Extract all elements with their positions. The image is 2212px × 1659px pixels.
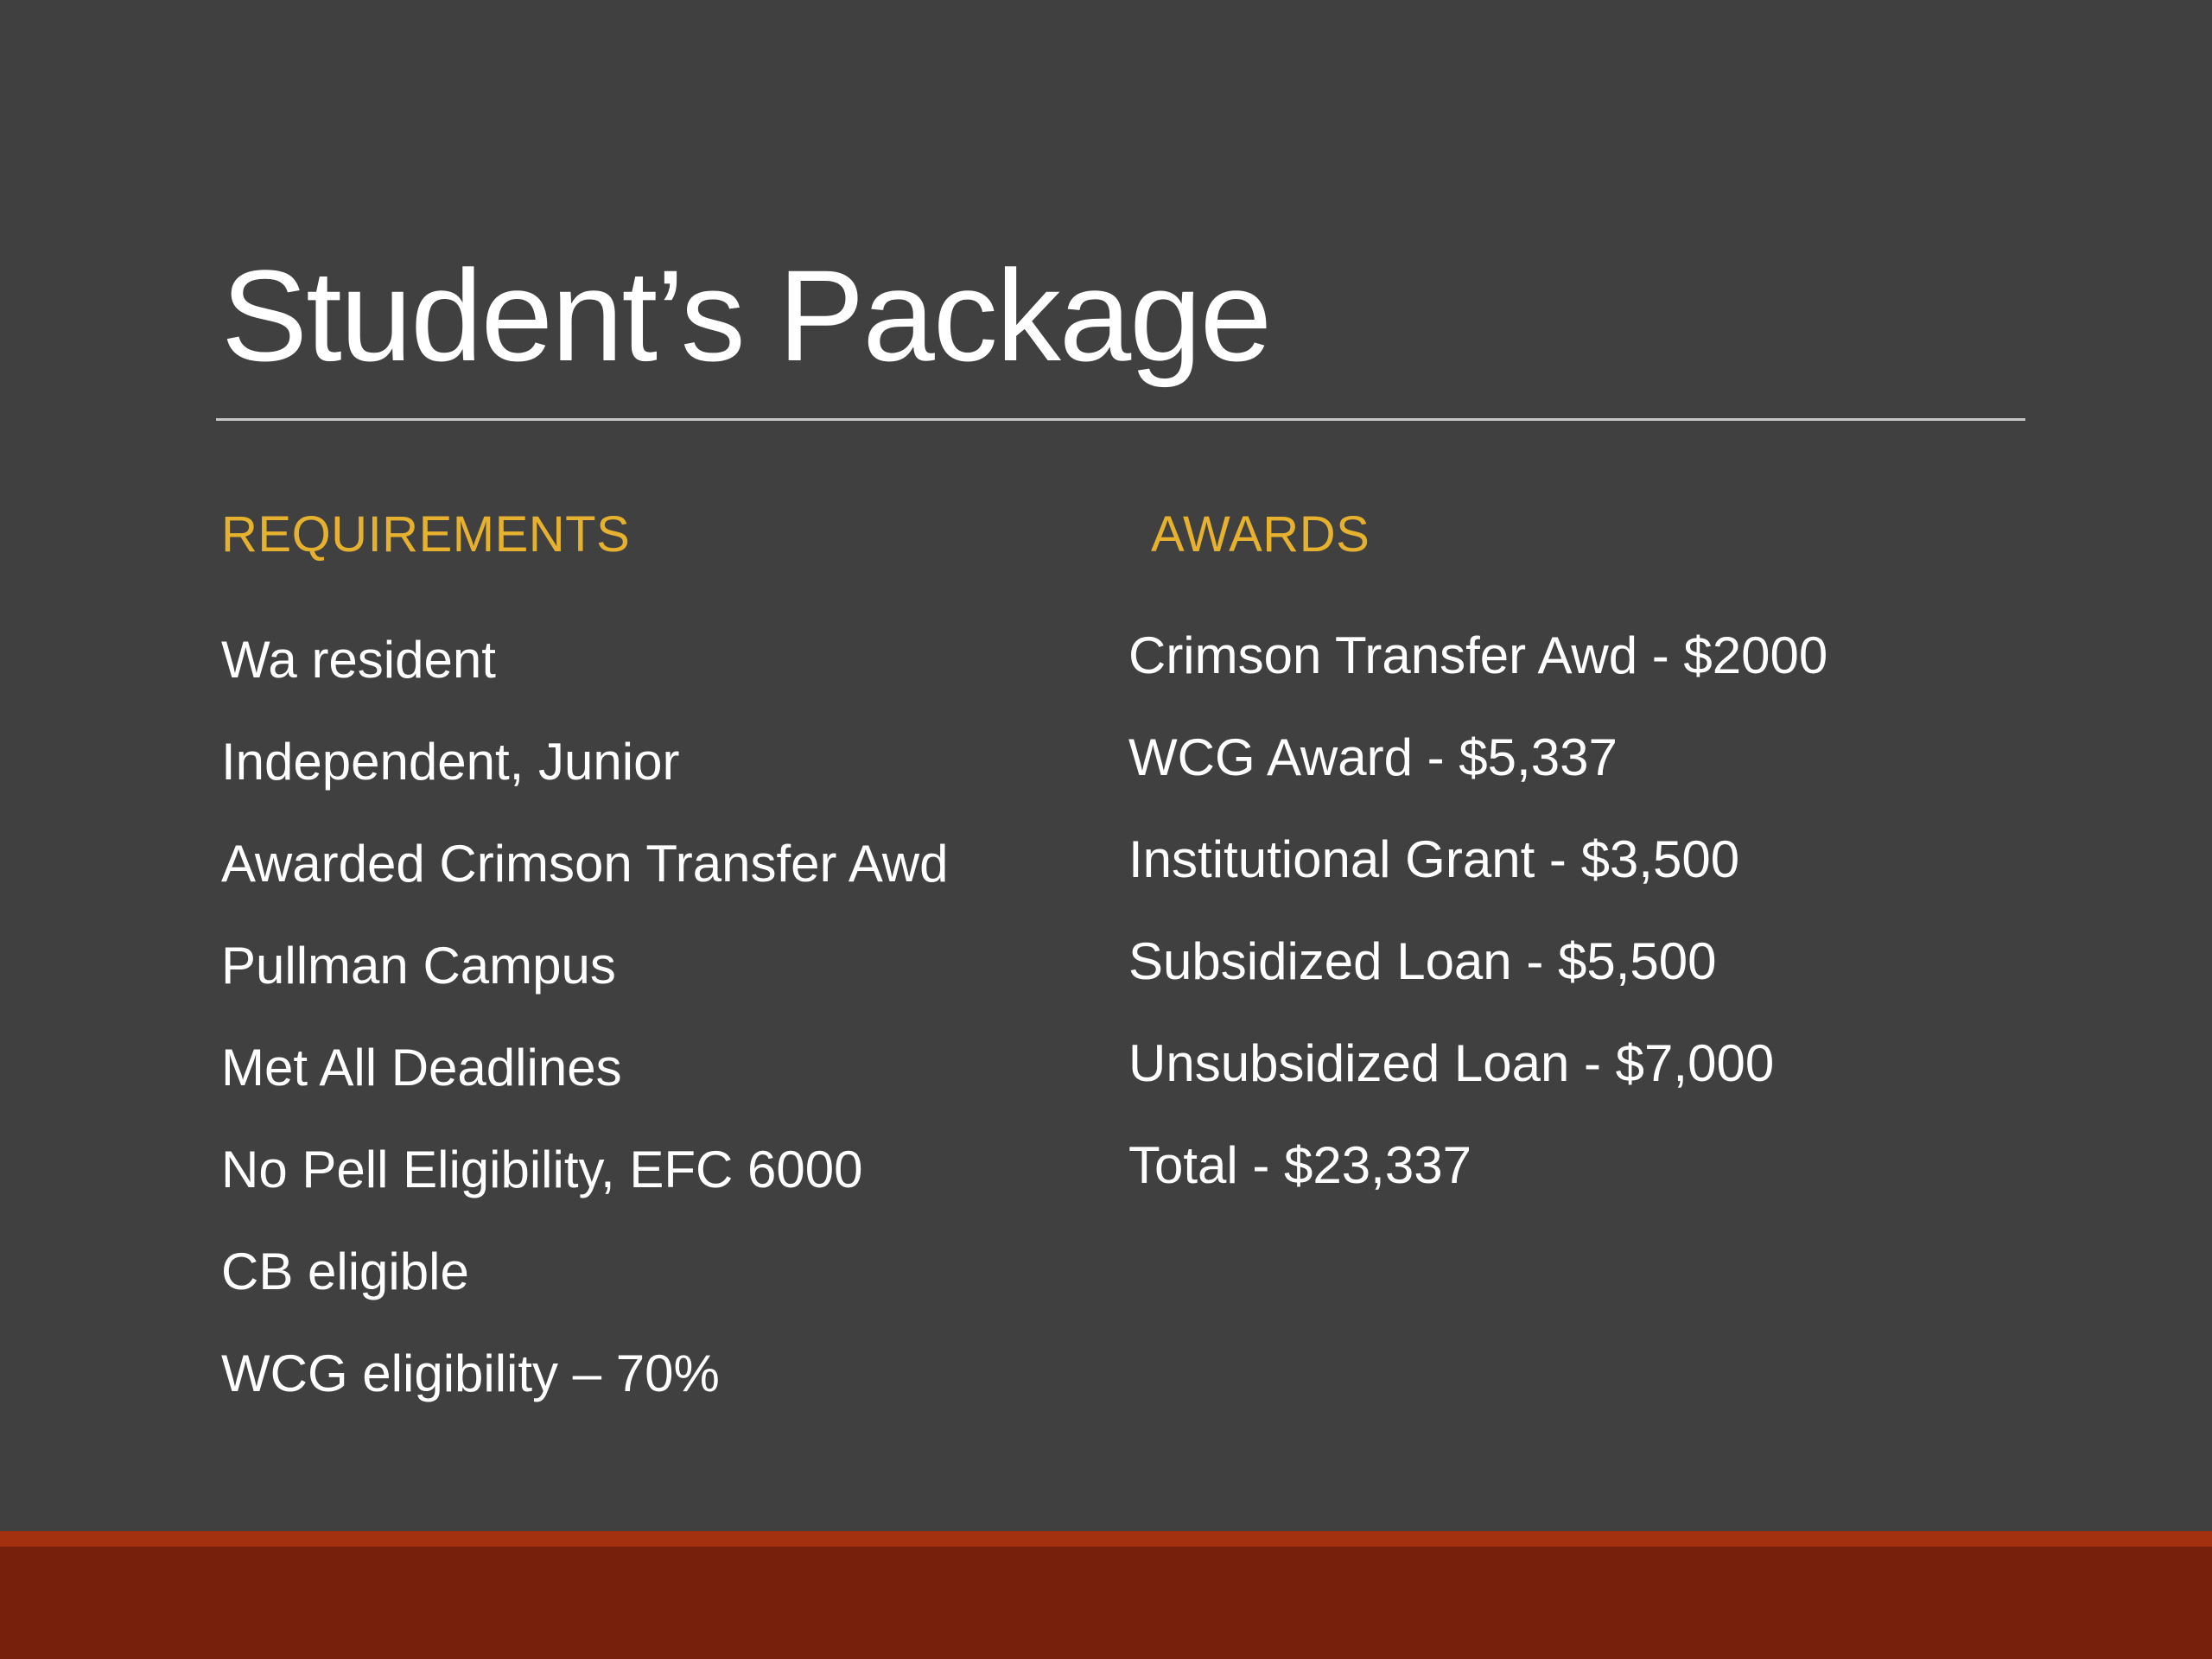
slide-title: Student’s Package: [221, 243, 1271, 388]
footer-accent-stripe: [0, 1531, 2212, 1547]
award-item: Institutional Grant - $3,500: [1128, 830, 1740, 888]
requirement-item: Independent, Junior: [221, 733, 680, 791]
awards-list: [1128, 605, 1827, 1217]
title-divider: [216, 418, 2025, 421]
award-item: Unsubsidized Loan - $7,000: [1128, 1034, 1775, 1092]
award-item: Total - $23,337: [1128, 1136, 1471, 1194]
requirements-list: [221, 609, 949, 1425]
award-item: Crimson Transfer Awd - $2000: [1128, 626, 1828, 684]
requirement-item: Wa resident: [221, 631, 496, 689]
awards-heading: AWARDS: [1151, 506, 1370, 563]
requirement-item: Awarded Crimson Transfer Awd: [221, 835, 949, 893]
footer-band: [0, 1547, 2212, 1659]
award-item: Subsidized Loan - $5,500: [1128, 932, 1717, 990]
requirements-heading: REQUIREMENTS: [221, 506, 631, 563]
requirement-item: Pullman Campus: [221, 937, 616, 995]
requirement-item: Met All Deadlines: [221, 1039, 622, 1096]
requirement-item: CB eligible: [221, 1243, 469, 1300]
requirement-item: No Pell Eligibility, EFC 6000: [221, 1141, 863, 1198]
requirement-item: WCG eligibility – 70%: [221, 1344, 720, 1402]
award-item: WCG Award - $5,337: [1128, 728, 1618, 786]
